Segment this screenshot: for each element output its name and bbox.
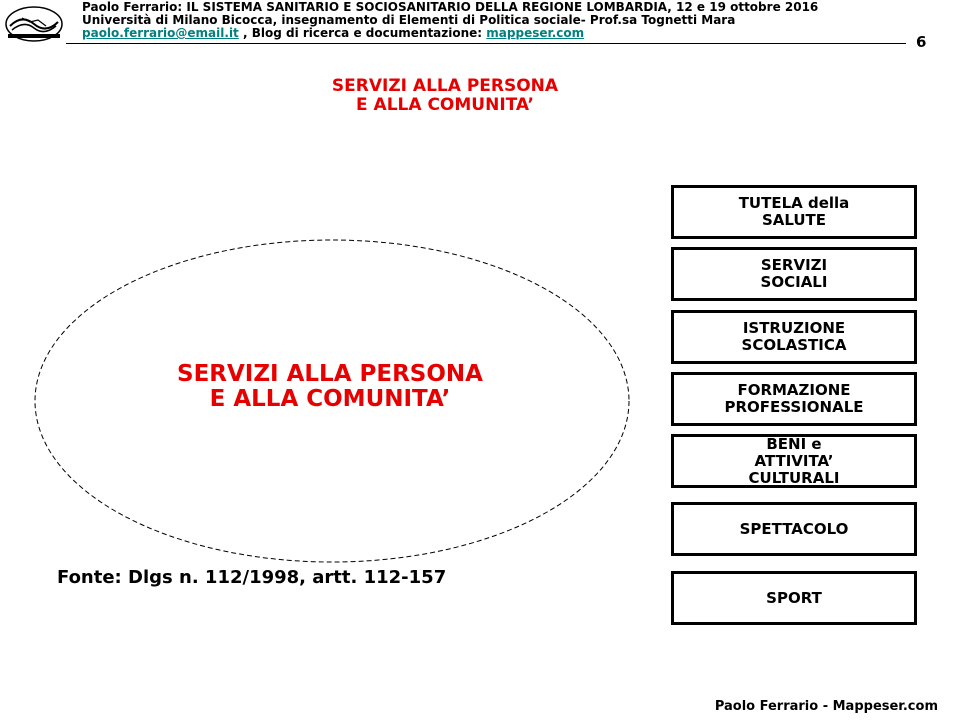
box-label-line: FORMAZIONE (737, 381, 851, 399)
box-formazione-professionale (671, 372, 917, 426)
box-label-line: SOCIALI (760, 273, 828, 291)
box-label-line: SALUTE (761, 211, 827, 229)
box-spettacolo (671, 502, 917, 556)
box-label-line: ATTIVITA’ (754, 451, 834, 470)
box-label-line: SPORT (766, 588, 822, 607)
footer-credit: Paolo Ferrario - Mappeser.com (714, 699, 938, 714)
box-label-line: SERVIZI (760, 256, 828, 274)
slide-title-line-1: SERVIZI ALLA PERSONA (331, 76, 559, 96)
page-number: 6 (916, 33, 927, 51)
box-label-line: SPETTACOLO (739, 519, 849, 538)
header-line-2: Università di Milano Bicocca, insegnamento di Elementi di Politica sociale- Prof.sa Tognetti Mara (82, 13, 736, 27)
ellipse-title-line-2: E ALLA COMUNITA’ (209, 386, 451, 412)
box-label-line: ISTRUZIONE (742, 319, 846, 337)
box-tutela-salute (671, 185, 917, 239)
blog-link[interactable]: mappeser.com (486, 26, 585, 40)
box-servizi-sociali (671, 247, 917, 301)
header-line-1: Paolo Ferrario: IL SISTEMA SANITARIO E SOCIOSANITARIO DELLA REGIONE LOMBARDIA, 12 e 19 ottobre 2016 (82, 0, 819, 14)
header-line-3 (82, 27, 922, 40)
source-note: Fonte: Dlgs n. 112/1998, artt. 112-157 (57, 567, 447, 588)
ellipse-title-line-1: SERVIZI ALLA PERSONA (177, 361, 483, 387)
handshake-logo-icon (4, 4, 64, 44)
ellipse-title (100, 362, 560, 412)
box-label-line: SCOLASTICA (741, 336, 847, 354)
box-label-line: CULTURALI (748, 468, 840, 487)
box-label-line: BENI e (766, 434, 822, 453)
header-block (82, 1, 922, 40)
box-label-line: TUTELA della (738, 194, 850, 212)
blog-label: , Blog di ricerca e documentazione: (238, 26, 487, 40)
box-beni-attivita-culturali (671, 434, 917, 488)
box-sport (671, 571, 917, 625)
slide-title (265, 77, 625, 115)
header-divider (66, 43, 906, 44)
box-istruzione-scolastica (671, 310, 917, 364)
slide-title-line-2: E ALLA COMUNITA’ (356, 95, 534, 115)
box-label-line: PROFESSIONALE (724, 398, 864, 416)
email-link[interactable]: paolo.ferrario@email.it (82, 26, 239, 40)
